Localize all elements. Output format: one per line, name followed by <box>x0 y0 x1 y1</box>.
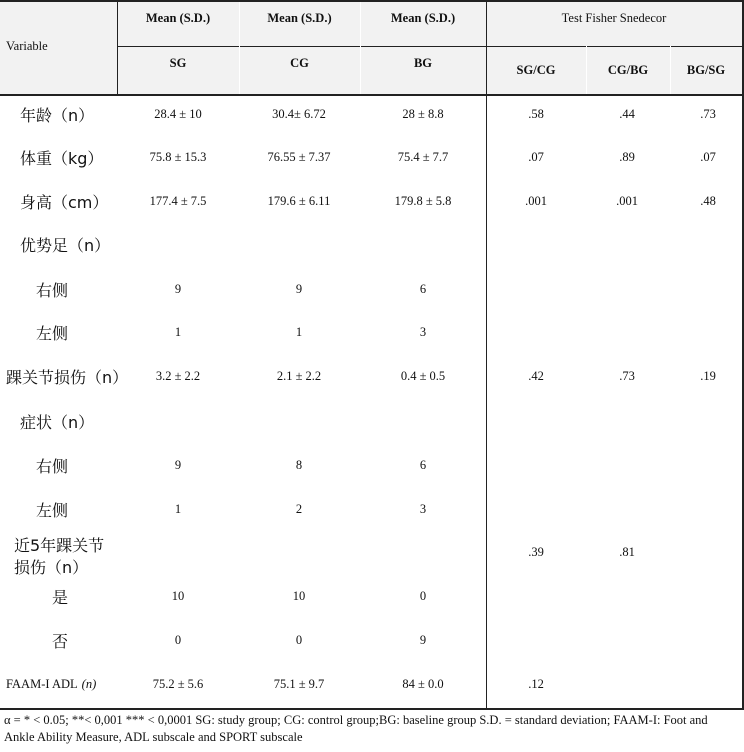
header-variable: Variable <box>6 39 48 53</box>
cell-bg: 9 <box>419 633 427 647</box>
cell-cg: 10 <box>292 589 306 603</box>
test-column-divider <box>486 0 487 710</box>
cell-sg: 10 <box>171 589 185 603</box>
cell-sgcg: .39 <box>528 545 544 559</box>
cell-cg: 2 <box>295 502 303 516</box>
row-label <box>6 677 96 692</box>
cell-bg: 3 <box>419 502 427 516</box>
row-label: 体重（kg） <box>20 149 104 168</box>
cell-cgbg: .73 <box>619 369 635 383</box>
cell-cg: 8 <box>295 458 303 472</box>
cell-bg: 75.4 ± 7.7 <box>397 150 449 164</box>
cell-cgbg: .44 <box>619 107 635 121</box>
cell-sgcg: .12 <box>528 677 544 691</box>
cell-bgsg: .07 <box>700 150 716 164</box>
cell-bg: 0.4 ± 0.5 <box>400 369 446 383</box>
row-label-line2: 损伤（n） <box>14 558 89 577</box>
cell-cgbg: .81 <box>619 545 635 559</box>
cell-sg: 28.4 ± 10 <box>154 107 202 121</box>
cell-sg: 3.2 ± 2.2 <box>155 369 201 383</box>
cell-bg: 6 <box>419 282 427 296</box>
header-mean-sg: Mean (S.D.) <box>145 11 211 25</box>
cell-cg: 1 <box>295 325 303 339</box>
row-label: 左侧 <box>36 324 69 343</box>
row-label-line1: 近5年踝关节 <box>14 536 105 555</box>
row-label: 年龄（n） <box>20 106 95 125</box>
cell-cgbg: .89 <box>619 150 635 164</box>
cell-sg: 9 <box>174 282 182 296</box>
cell-sgcg: .58 <box>528 107 544 121</box>
cell-sg: 75.8 ± 15.3 <box>149 150 207 164</box>
cell-bg: 28 ± 8.8 <box>402 107 444 121</box>
cell-sg: 1 <box>174 325 182 339</box>
header-group-cg: CG <box>290 56 309 70</box>
cell-bg: 0 <box>419 589 427 603</box>
header-group-bg: BG <box>413 56 433 70</box>
cell-sg: 75.2 ± 5.6 <box>152 677 204 691</box>
header-sgcg: SG/CG <box>516 63 556 77</box>
header-group-sg: SG <box>169 56 187 70</box>
cell-sg: 0 <box>174 633 182 647</box>
cell-bgsg: .19 <box>700 369 716 383</box>
cell-sgcg: .42 <box>528 369 544 383</box>
cell-cg: 9 <box>295 282 303 296</box>
row-label: 症状（n） <box>20 413 95 432</box>
row-label: 是 <box>52 588 69 607</box>
cell-cgbg: .001 <box>616 194 638 208</box>
cell-bg: 84 ± 0.0 <box>402 677 444 691</box>
cell-bg: 3 <box>419 325 427 339</box>
table-footnote: α = * < 0.05; **< 0,001 *** < 0,0001 SG: study group; CG: control group;BG: baseline group S.D. = standard deviation; FAAM-I: Foot and Ankle Ability Measure, ADL subscale and SPORT subscale <box>4 713 708 744</box>
cell-cg: 30.4± 6.72 <box>272 107 326 121</box>
row-label: 右侧 <box>36 457 69 476</box>
header-mean-cg: Mean (S.D.) <box>267 11 332 25</box>
table-bottom-rule <box>0 708 744 710</box>
cell-sgcg: .001 <box>525 194 547 208</box>
cell-cg: 76.55 ± 7.37 <box>267 150 331 164</box>
header-cgbg: CG/BG <box>607 63 649 77</box>
row-label: 左侧 <box>36 501 69 520</box>
row-label: 优势足（n） <box>20 236 111 255</box>
cell-bg: 6 <box>419 458 427 472</box>
header-mid-rule <box>117 46 744 47</box>
cell-sg: 9 <box>174 458 182 472</box>
cell-sgcg: .07 <box>528 150 544 164</box>
cell-bg: 179.8 ± 5.8 <box>394 194 452 208</box>
row-label: 踝关节损伤（n） <box>6 368 129 387</box>
cell-cg: 2.1 ± 2.2 <box>276 369 322 383</box>
row-label-unit: (n) <box>81 677 97 691</box>
cell-bgsg: .73 <box>700 107 716 121</box>
header-mean-bg: Mean (S.D.) <box>390 11 456 25</box>
cell-sg: 177.4 ± 7.5 <box>149 194 207 208</box>
header-bgsg: BG/SG <box>686 63 726 77</box>
row-label <box>14 535 104 579</box>
cell-cg: 75.1 ± 9.7 <box>273 677 325 691</box>
cell-cg: 179.6 ± 6.11 <box>267 194 331 208</box>
row-label: 否 <box>52 632 69 651</box>
header-test-title: Test Fisher Snedecor <box>561 11 667 25</box>
cell-cg: 0 <box>295 633 303 647</box>
row-label: 身高（cm） <box>20 193 109 212</box>
cell-sg: 1 <box>174 502 182 516</box>
cell-bgsg: .48 <box>700 194 716 208</box>
header-bottom-rule <box>0 94 744 96</box>
row-label-text: FAAM-I ADL <box>6 677 78 691</box>
row-label: 右侧 <box>36 281 69 300</box>
top-rule <box>0 0 744 2</box>
